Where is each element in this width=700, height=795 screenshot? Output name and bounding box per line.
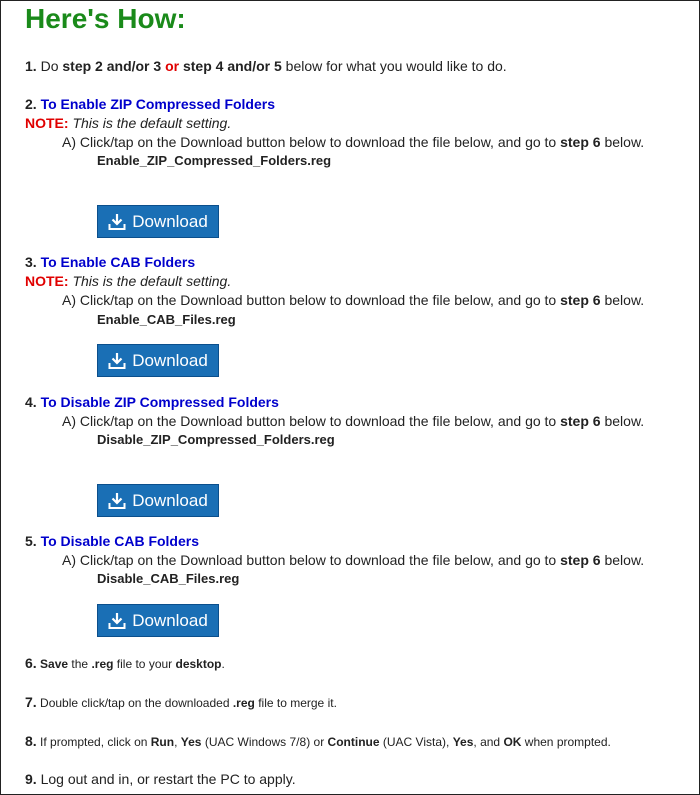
instruction-text: below. — [604, 413, 645, 429]
instruction-text: A) Click/tap on the Download button below to download the file below, and go to — [62, 292, 557, 308]
download-icon — [108, 213, 126, 231]
step-heading: To Disable ZIP Compressed Folders — [40, 394, 279, 410]
step-text: . — [221, 657, 225, 671]
download-icon — [108, 352, 126, 370]
step-number: 9. — [25, 771, 37, 787]
step-number: 5. — [25, 533, 37, 549]
step-bold: Run — [150, 735, 175, 749]
step-3-heading — [25, 254, 195, 270]
step-3-note — [25, 273, 231, 289]
step-text: the — [71, 657, 89, 671]
step-text: Log out and in, or restart the PC to apply. — [40, 771, 296, 787]
download-label: Download — [132, 350, 208, 370]
step-bold: Yes — [452, 735, 474, 749]
instruction-text: A) Click/tap on the Download button below to download the file below, and go to — [62, 134, 557, 150]
step-number: 3. — [25, 254, 37, 270]
step-text: (UAC Windows 7/8) or — [204, 735, 325, 749]
step-bold: step 2 and/or 3 — [62, 58, 162, 74]
step-text: file to your — [116, 657, 173, 671]
instruction-step: step 6 — [560, 134, 601, 150]
note-text: This is the default setting. — [72, 273, 232, 289]
step-5-heading — [25, 533, 199, 549]
step-4-instruction — [62, 413, 644, 429]
download-button-enable-cab[interactable] — [97, 344, 219, 377]
step-bold: Save — [40, 657, 69, 671]
instruction-text: A) Click/tap on the Download button below to download the file below, and go to — [62, 413, 557, 429]
step-8 — [25, 733, 611, 749]
file-name: Enable_ZIP_Compressed_Folders.reg — [97, 153, 332, 168]
step-text: If prompted, click on — [40, 735, 148, 749]
download-label: Download — [132, 211, 208, 231]
download-label: Download — [132, 490, 208, 510]
step-text: (UAC Vista), — [382, 735, 450, 749]
step-bold: step 4 and/or 5 — [182, 58, 282, 74]
file-name: Disable_ZIP_Compressed_Folders.reg — [97, 432, 335, 447]
step-text: , and — [473, 735, 501, 749]
step-number: 4. — [25, 394, 37, 410]
note-label: NOTE: — [25, 273, 69, 289]
instruction-step: step 6 — [560, 413, 601, 429]
step-number: 8. — [25, 733, 37, 749]
step-bold: .reg — [91, 657, 114, 671]
step-3-instruction — [62, 292, 644, 308]
download-button-disable-zip[interactable] — [97, 484, 219, 517]
step-text: Do — [40, 58, 59, 74]
step-number: 1. — [25, 58, 37, 74]
instruction-text: A) Click/tap on the Download button below to download the file below, and go to — [62, 552, 557, 568]
step-heading: To Disable CAB Folders — [40, 533, 200, 549]
step-bold: Yes — [180, 735, 202, 749]
step-bold: .reg — [232, 696, 255, 710]
step-text: , — [174, 735, 178, 749]
step-text: when prompted. — [524, 735, 611, 749]
download-icon — [108, 612, 126, 630]
step-2-instruction — [62, 134, 644, 150]
step-heading: To Enable ZIP Compressed Folders — [40, 96, 276, 112]
step-bold: Continue — [327, 735, 380, 749]
step-1 — [25, 58, 507, 74]
download-button-enable-zip[interactable] — [97, 205, 219, 238]
step-number: 6. — [25, 655, 37, 671]
download-icon — [108, 492, 126, 510]
step-bold: OK — [503, 735, 522, 749]
step-7 — [25, 694, 337, 710]
step-text: file to merge it. — [258, 696, 337, 710]
or-text: or — [165, 58, 180, 74]
step-6 — [25, 655, 225, 671]
note-text: This is the default setting. — [72, 115, 232, 131]
instruction-text: below. — [604, 134, 645, 150]
download-label: Download — [132, 610, 208, 630]
note-label: NOTE: — [25, 115, 69, 131]
page-title: Here's How: — [25, 3, 186, 34]
instruction-text: below. — [604, 292, 645, 308]
step-text: below for what you would like to do. — [285, 58, 507, 74]
step-4-heading — [25, 394, 279, 410]
step-bold: desktop — [175, 657, 222, 671]
step-number: 2. — [25, 96, 37, 112]
instruction-step: step 6 — [560, 292, 601, 308]
step-2-note — [25, 115, 231, 131]
step-text: Double click/tap on the downloaded — [40, 696, 230, 710]
download-button-disable-cab[interactable] — [97, 604, 219, 637]
step-9 — [25, 771, 296, 787]
file-name: Enable_CAB_Files.reg — [97, 312, 236, 327]
instruction-text: below. — [604, 552, 645, 568]
file-name: Disable_CAB_Files.reg — [97, 571, 240, 586]
step-heading: To Enable CAB Folders — [40, 254, 196, 270]
step-2-heading — [25, 96, 275, 112]
instruction-step: step 6 — [560, 552, 601, 568]
step-5-instruction — [62, 552, 644, 568]
step-number: 7. — [25, 694, 37, 710]
